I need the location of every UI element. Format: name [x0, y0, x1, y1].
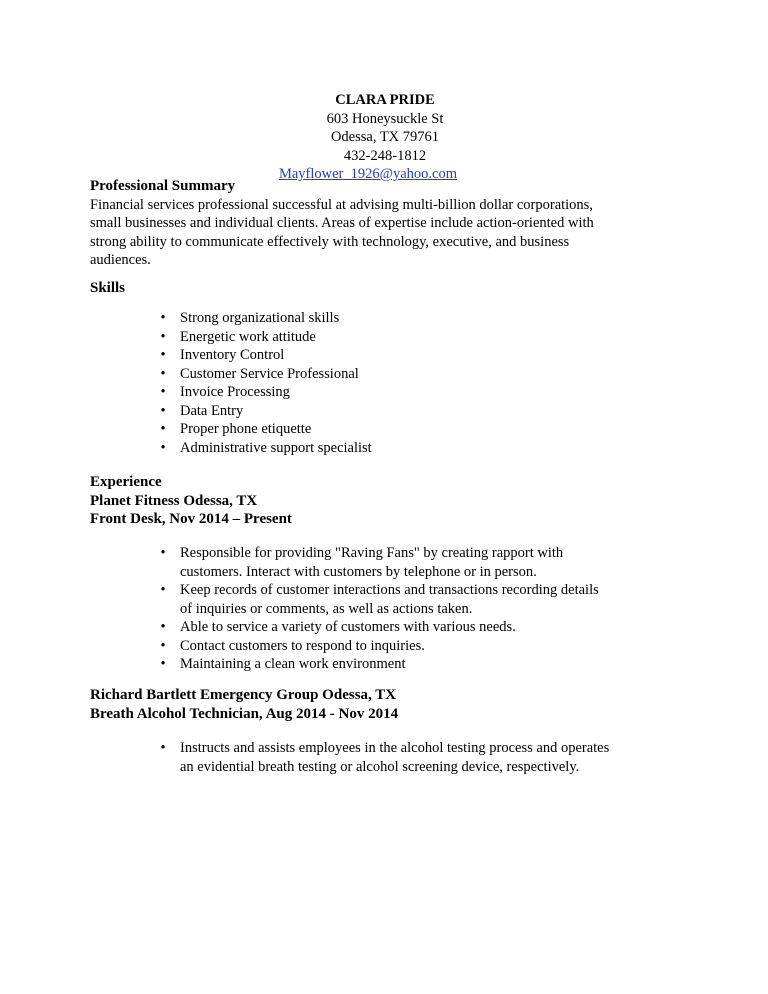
list-item — [158, 328, 698, 347]
duty-text: an evidential breath testing or alcohol screening device, respectively. — [180, 758, 580, 775]
job-duties-list — [158, 739, 698, 776]
duty-text: customers. Interact with customers by telephone or in person. — [180, 563, 537, 580]
duty-text: Keep records of customer interactions and transactions recording details — [180, 582, 599, 598]
list-item — [158, 309, 698, 328]
bullet-icon: • — [160, 656, 166, 672]
skills-section — [90, 279, 690, 298]
experience-section — [90, 473, 690, 529]
skill-text: Strong organizational skills — [180, 310, 340, 326]
summary-line: Financial services professional successful at advising multi-billion dollar corporations, — [90, 196, 593, 213]
list-item — [158, 655, 698, 674]
skills-heading: Skills — [90, 280, 126, 296]
list-item — [158, 544, 698, 581]
bullet-icon: • — [160, 637, 166, 654]
skill-text: Inventory Control — [180, 347, 285, 363]
job-title-dates: Front Desk, Nov 2014 – Present — [90, 511, 292, 527]
list-item — [158, 739, 698, 776]
bullet-icon: • — [160, 421, 166, 437]
bullet-icon: • — [160, 365, 166, 382]
bullet-icon: • — [160, 619, 166, 635]
bullet-icon: • — [160, 740, 166, 756]
duty-text: of inquiries or comments, as well as actions taken. — [180, 600, 473, 617]
contact-header — [0, 91, 768, 184]
summary-line: strong ability to communicate effectively with technology, executive, and business — [90, 233, 570, 250]
job-company: Planet Fitness Odessa, TX — [90, 492, 258, 509]
job-title-dates: Breath Alcohol Technician, Aug 2014 - Nov 2014 — [90, 705, 399, 722]
bullet-icon: • — [160, 328, 166, 345]
bullet-icon: • — [160, 402, 166, 419]
list-item — [158, 402, 698, 421]
bullet-icon: • — [160, 545, 166, 561]
duty-text: Instructs and assists employees in the alcohol testing process and operates — [180, 740, 610, 756]
street-address: 603 Honeysuckle St — [326, 110, 444, 127]
skills-list — [158, 309, 698, 457]
list-item — [158, 581, 698, 618]
skill-text: Administrative support specialist — [180, 439, 372, 456]
list-item — [158, 637, 698, 656]
list-item — [158, 383, 698, 402]
skill-text: Customer Service Professional — [180, 365, 359, 382]
list-item — [158, 439, 698, 458]
duty-text: Able to service a variety of customers with various needs. — [180, 619, 516, 635]
summary-line: small businesses and individual clients. Areas of expertise include action-oriented with — [90, 215, 594, 231]
list-item — [158, 365, 698, 384]
job-company: Richard Bartlett Emergency Group Odessa, TX — [90, 687, 397, 703]
skill-text: Proper phone etiquette — [180, 421, 312, 437]
phone-number: 432-248-1812 — [343, 147, 427, 164]
duty-text: Responsible for providing "Raving Fans" by creating rapport with — [180, 545, 564, 561]
summary-heading: Professional Summary — [90, 178, 236, 194]
bullet-icon: • — [160, 310, 166, 326]
duty-text: Maintaining a clean work environment — [180, 656, 406, 672]
bullet-icon: • — [160, 347, 166, 363]
list-item — [158, 346, 698, 365]
city-state-zip: Odessa, TX 79761 — [330, 129, 440, 145]
skill-text: Invoice Processing — [180, 384, 290, 400]
list-item — [158, 420, 698, 439]
professional-summary-section — [90, 177, 690, 270]
bullet-icon: • — [160, 439, 166, 456]
candidate-name: CLARA PRIDE — [335, 92, 435, 108]
experience-heading: Experience — [90, 474, 162, 490]
experience-job-2 — [90, 686, 690, 723]
summary-line: audiences. — [90, 252, 151, 268]
duty-text: Contact customers to respond to inquiries. — [180, 637, 425, 654]
job-duties-list — [158, 544, 698, 674]
list-item — [158, 618, 698, 637]
skill-text: Energetic work attitude — [180, 328, 316, 345]
skill-text: Data Entry — [180, 402, 244, 419]
bullet-icon: • — [160, 582, 166, 598]
bullet-icon: • — [160, 384, 166, 400]
email-link[interactable]: Mayflower_1926@yahoo.com — [278, 166, 458, 182]
